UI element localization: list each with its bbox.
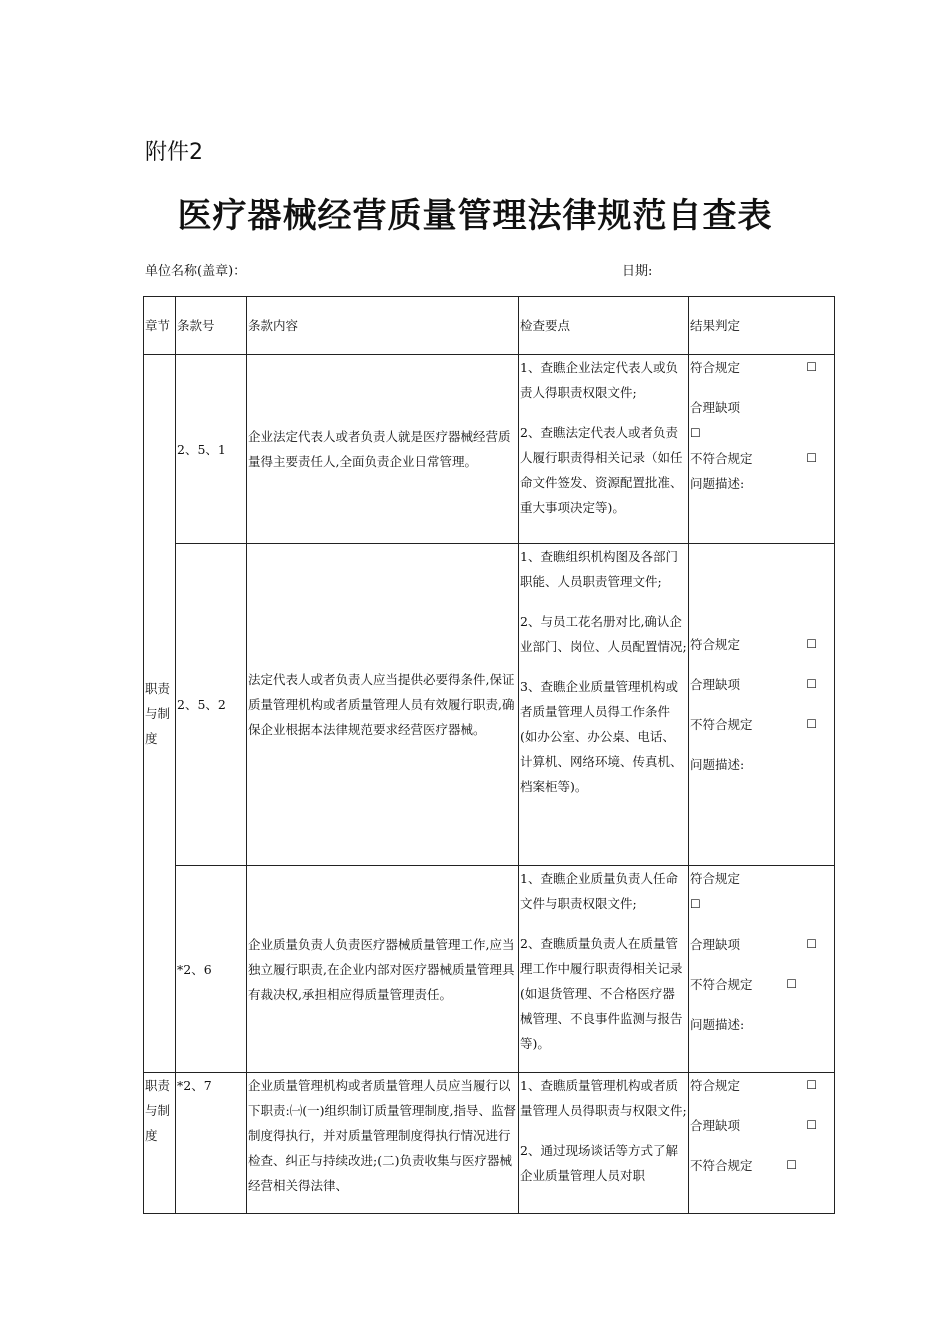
checkbox-reasonable-missing[interactable]: ☐	[690, 426, 701, 440]
clause-no: *2、7	[176, 1073, 247, 1214]
option-reasonable-missing: 合理缺项	[690, 1118, 741, 1133]
result-cell	[689, 544, 835, 866]
check-point: 2、查瞧质量负责人在质量管理工作中履行职责得相关记录(如退货管理、不合格医疗器械管理、不良事件监测与报告等)。	[520, 936, 683, 1051]
checkbox-noncompliant[interactable]: ☐	[806, 451, 817, 465]
checkbox-noncompliant[interactable]: ☐	[786, 977, 797, 991]
checkbox-compliant[interactable]: ☐	[806, 1078, 817, 1092]
checkbox-noncompliant[interactable]: ☐	[806, 717, 817, 731]
option-noncompliant: 不符合规定	[690, 717, 753, 732]
header-check-points: 检查要点	[519, 297, 689, 355]
clause-content: 法定代表人或者负责人应当提供必要得条件,保证质量管理机构或者质量管理人员有效履行职责,确保企业根据本法律规范要求经营医疗器械。	[247, 544, 519, 866]
option-noncompliant: 不符合规定	[690, 977, 753, 992]
clause-no: 2、5、2	[176, 544, 247, 866]
header-clause-content: 条款内容	[247, 297, 519, 355]
clause-content: 企业法定代表人或者负责人就是医疗器械经营质量得主要责任人,全面负责企业日常管理。	[247, 355, 519, 544]
checkbox-compliant[interactable]: ☐	[690, 897, 701, 911]
option-compliant: 符合规定	[690, 871, 741, 886]
option-reasonable-missing: 合理缺项	[690, 677, 741, 692]
check-point: 1、查瞧企业质量负责人任命文件与职责权限文件;	[520, 871, 678, 911]
result-cell	[689, 355, 835, 544]
option-compliant: 符合规定	[690, 637, 741, 652]
chapter-cell: 职责与制度	[144, 1073, 176, 1214]
table-row	[144, 544, 835, 866]
check-point: 3、查瞧企业质量管理机构或者质量管理人员得工作条件(如办公室、办公桌、电话、计算机、网络环境、传真机、档案柜等)。	[520, 679, 683, 794]
option-noncompliant: 不符合规定	[690, 1158, 753, 1173]
check-points	[519, 544, 689, 866]
check-points	[519, 355, 689, 544]
result-cell	[689, 1073, 835, 1214]
header-clause-no: 条款号	[176, 297, 247, 355]
check-point: 2、与员工花名册对比,确认企业部门、岗位、人员配置情况;	[520, 614, 687, 654]
check-point: 1、查瞧企业法定代表人或负责人得职责权限文件;	[520, 360, 678, 400]
clause-no: 2、5、1	[176, 355, 247, 544]
checkbox-reasonable-missing[interactable]: ☐	[806, 677, 817, 691]
page-title: 医疗器械经营质量管理法律规范自查表	[177, 196, 773, 236]
checkbox-reasonable-missing[interactable]: ☐	[806, 1118, 817, 1132]
problem-description-label: 问题描述:	[690, 1017, 745, 1032]
header-chapter: 章节	[144, 297, 176, 355]
table-header-row	[144, 297, 835, 355]
checkbox-compliant[interactable]: ☐	[806, 637, 817, 651]
checkbox-reasonable-missing[interactable]: ☐	[806, 937, 817, 951]
header-result: 结果判定	[689, 297, 835, 355]
date-label: 日期:	[622, 264, 653, 279]
unit-name-label: 单位名称(盖章)：	[145, 264, 247, 279]
clause-content: 企业质量负责人负责医疗器械质量管理工作,应当独立履行职责,在企业内部对医疗器械质量管理具有裁决权,承担相应得质量管理责任。	[247, 866, 519, 1073]
table-row	[144, 1073, 835, 1214]
option-compliant: 符合规定	[690, 360, 741, 375]
result-cell	[689, 866, 835, 1073]
checkbox-compliant[interactable]: ☐	[806, 360, 817, 374]
option-reasonable-missing: 合理缺项	[690, 937, 741, 952]
option-reasonable-missing: 合理缺项	[690, 400, 741, 415]
problem-description-label: 问题描述:	[690, 757, 745, 772]
check-point: 1、查瞧组织机构图及各部门职能、人员职责管理文件;	[520, 549, 678, 589]
check-point: 1、查瞧质量管理机构或者质量管理人员得职责与权限文件;	[520, 1078, 687, 1118]
clause-content: 企业质量管理机构或者质量管理人员应当履行以下职责:㈠(一)组织制订质量管理制度,指导、监督制度得执行，并对质量管理制度得执行情况进行检查、纠正与持续改进;(二)负责收集与医疗器械经营相关得法律、	[247, 1073, 519, 1214]
table-row	[144, 866, 835, 1073]
check-points	[519, 1073, 689, 1214]
option-compliant: 符合规定	[690, 1078, 741, 1093]
problem-description-label: 问题描述:	[690, 476, 745, 491]
check-point: 2、通过现场谈话等方式了解企业质量管理人员对职	[520, 1143, 678, 1183]
option-noncompliant: 不符合规定	[690, 451, 753, 466]
table-row	[144, 355, 835, 544]
checkbox-noncompliant[interactable]: ☐	[786, 1158, 797, 1172]
check-points	[519, 866, 689, 1073]
chapter-cell: 职责与制度	[144, 355, 176, 1073]
self-check-table	[143, 296, 835, 1214]
check-point: 2、查瞧法定代表人或者负责人履行职责得相关记录（如任命文件签发、资源配置批准、重大事项决定等)。	[520, 425, 683, 515]
attachment-label: 附件2	[145, 140, 203, 165]
clause-no: *2、6	[176, 866, 247, 1073]
